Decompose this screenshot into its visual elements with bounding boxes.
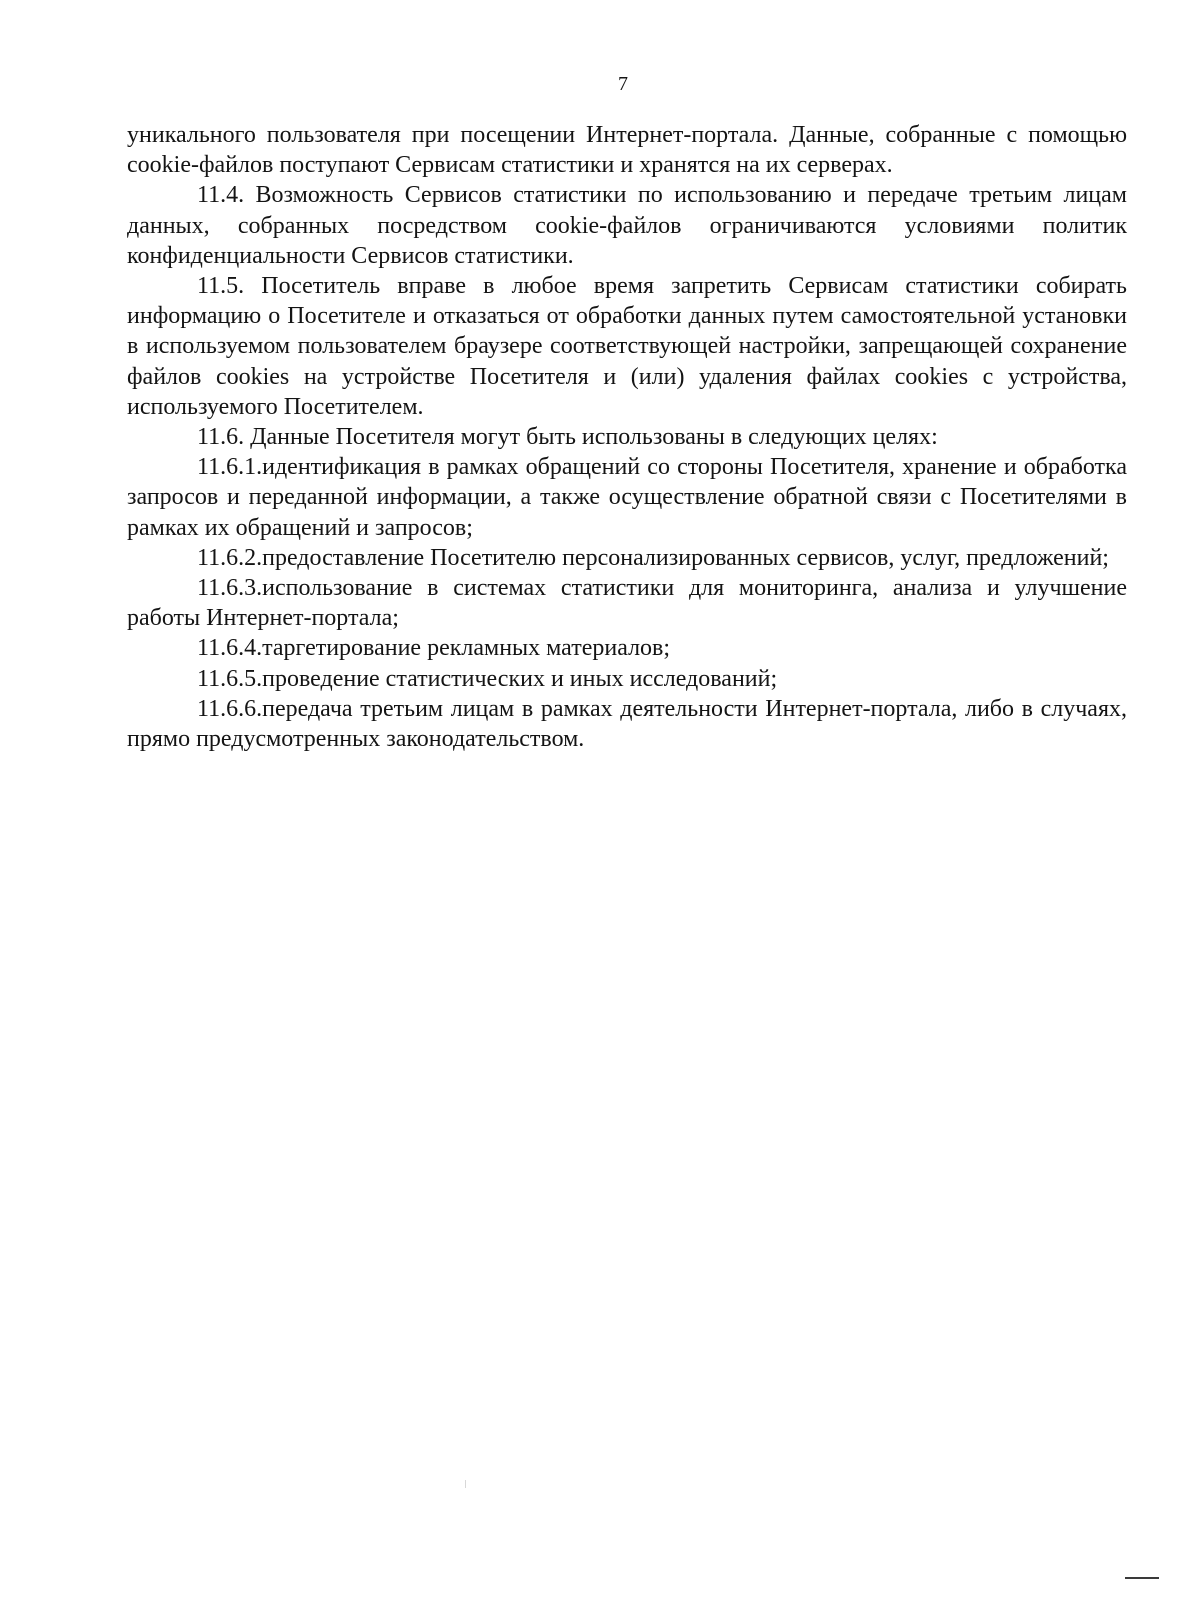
paragraph-continuation: уникального пользователя при посещении Интернет-портала. Данные, собранные с помощью cookie-файлов поступают Сервисам статистики и хранятся на их серверах. [127,122,1127,179]
paragraph-11-6-6: 11.6.6.передача третьим лицам в рамках деятельности Интернет-портала, либо в случаях, прямо предусмотренных законодательством. [127,695,1127,753]
scan-artifact-dot [465,1480,466,1488]
paragraph-11-6-5: 11.6.5.проведение статистических и иных исследований; [197,665,778,692]
scan-artifact-line [1125,1577,1159,1579]
paragraph-11-6-4: 11.6.4.таргетирование рекламных материалов; [197,635,671,662]
page-number: 7 [618,73,628,95]
paragraph-11-6: 11.6. Данные Посетителя могут быть использованы в следующих целях: [197,424,938,451]
paragraph-11-6-2: 11.6.2.предоставление Посетителю персонализированных сервисов, услуг, предложений; [197,544,1109,571]
paragraph-11-6-3: 11.6.3.использование в системах статистики для мониторинга, анализа и улучшение работы Интернет-портала; [127,575,1127,632]
paragraph-11-5: 11.5. Посетитель вправе в любое время запретить Сервисам статистики собирать информацию о Посетителе и отказаться от обработки данных путем самостоятельной установки в используемом пользователем браузере соответствующей настройки, запрещающей сохранение файлов cookies на устройстве Посетителя и (или) удаления файлах cookies с устройства, используемого Посетителем. [127,273,1127,420]
paragraph-11-4: 11.4. Возможность Сервисов статистики по использованию и передаче третьим лицам данных, собранных посредством cookie-файлов ограничиваются условиями политик конфиденциальности Сервисов статистики. [127,182,1127,269]
paragraph-11-6-1: 11.6.1.идентификация в рамках обращений со стороны Посетителя, хранение и обработка запросов и переданной информации, а также осуществление обратной связи с Посетителями в рамках их обращений и запросов; [127,454,1127,541]
document-body [127,120,1127,754]
